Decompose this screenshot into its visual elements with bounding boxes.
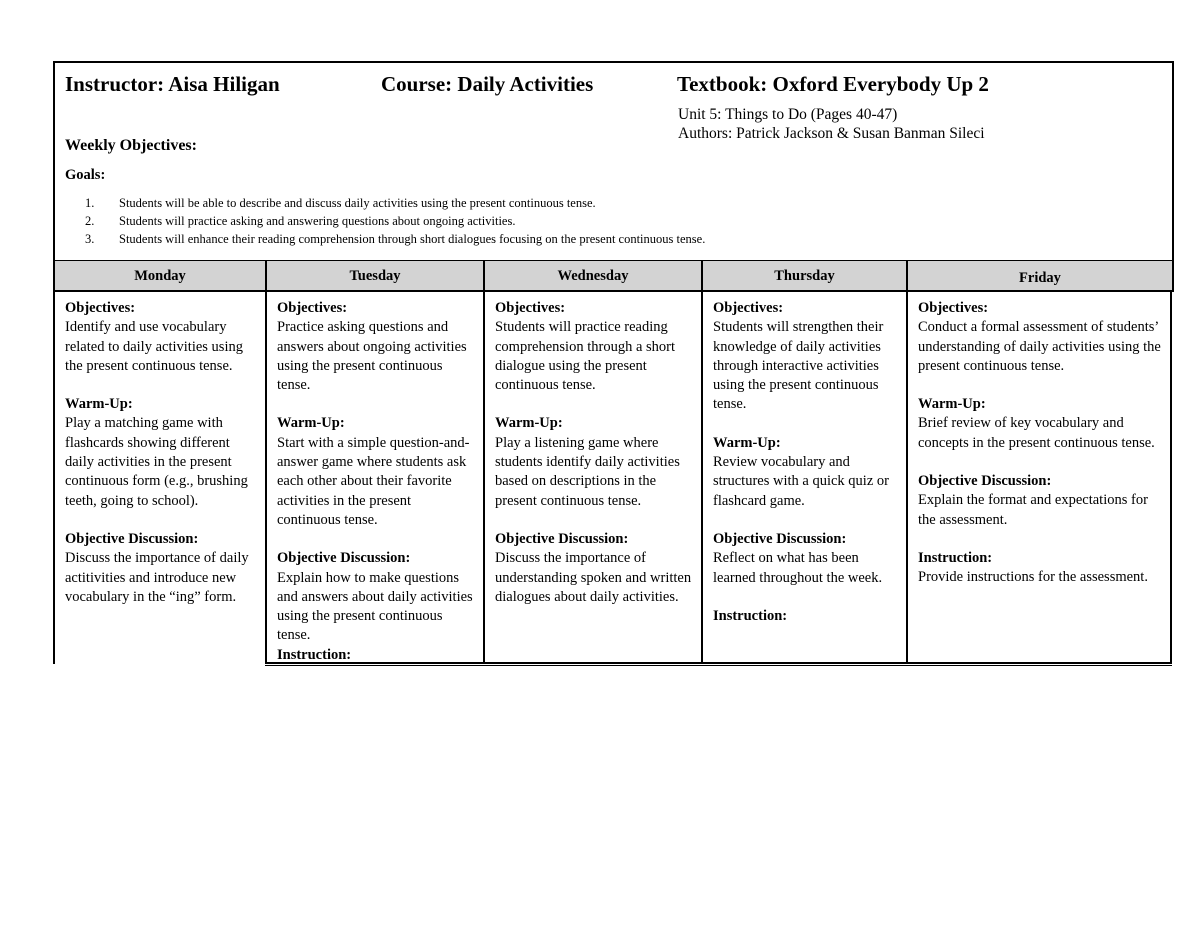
warmup-text: Brief review of key vocabulary and concepts in the present continuous tense. xyxy=(918,415,1155,451)
discussion-text: Discuss the importance of understanding spoken and written dialogues about daily activities. xyxy=(495,550,692,605)
instruction-text: Provide instructions for the assessment. xyxy=(918,569,1148,586)
days-content-row xyxy=(53,291,1172,664)
day-column-friday xyxy=(908,291,1172,664)
goal-item: 1. Students will be able to describe and discuss daily activities using the present continuous tense. xyxy=(85,196,596,210)
warmup-text: Start with a simple question-and-answer game where students ask each other about their favorite activities in the present continuous tense. xyxy=(277,434,470,528)
discussion-text: Explain how to make questions and answers about daily activities using the present continuous tense. xyxy=(277,569,473,644)
discussion-label: Objective Discussion: xyxy=(918,473,1052,490)
discussion-label: Objective Discussion: xyxy=(65,530,199,547)
day-header-friday: Friday xyxy=(1019,270,1061,286)
textbook-title: Textbook: Oxford Everybody Up 2 xyxy=(677,72,989,96)
discussion-label: Objective Discussion: xyxy=(495,530,629,547)
warmup-label: Warm-Up: xyxy=(495,415,563,432)
objectives-label: Objectives: xyxy=(713,300,784,316)
instruction-label: Instruction: xyxy=(713,607,788,624)
textbook-details xyxy=(678,105,985,143)
objectives-label: Objectives: xyxy=(65,300,136,316)
goal-item: 2. Students will practice asking and answering questions about ongoing activities. xyxy=(85,214,516,228)
day-header-monday: Monday xyxy=(55,261,267,290)
objectives-text: Identify and use vocabulary related to daily activities using the present continuous tense. xyxy=(65,319,243,374)
day-header-thursday: Thursday xyxy=(703,261,908,290)
discussion-label: Objective Discussion: xyxy=(277,550,411,567)
day-column-wednesday xyxy=(485,291,703,664)
warmup-text: Play a matching game with flashcards showing different daily activities in the present continuous form (e.g., brushing teeth, going to school). xyxy=(65,415,248,509)
warmup-label: Warm-Up: xyxy=(918,396,986,413)
warmup-text: Review vocabulary and structures with a quick quiz or flashcard game. xyxy=(713,454,889,509)
objectives-label: Objectives: xyxy=(495,300,566,316)
day-header-wednesday: Wednesday xyxy=(485,261,703,290)
days-header-row xyxy=(53,260,1174,292)
discussion-text: Reflect on what has been learned throughout the week. xyxy=(713,550,883,586)
warmup-label: Warm-Up: xyxy=(65,396,133,413)
day-column-monday xyxy=(53,291,267,664)
objectives-text: Students will practice reading comprehension through a short dialogue using the present continuous tense. xyxy=(495,319,676,394)
unit-info: Unit 5: Things to Do (Pages 40-47) xyxy=(678,106,898,123)
objectives-label: Objectives: xyxy=(918,300,989,316)
weekly-objectives-heading: Weekly Objectives: xyxy=(65,137,197,154)
day-column-tuesday xyxy=(267,291,485,664)
goals-heading: Goals: xyxy=(65,167,106,183)
warmup-label: Warm-Up: xyxy=(713,434,781,451)
table-bottom-border xyxy=(265,665,1172,666)
discussion-label: Objective Discussion: xyxy=(713,530,847,547)
day-column-thursday xyxy=(703,291,908,664)
day-header-tuesday: Tuesday xyxy=(267,261,485,290)
instructor-title: Instructor: Aisa Hiligan xyxy=(65,72,280,96)
goal-item: 3. Students will enhance their reading comprehension through short dialogues focusing on the present continuous tense. xyxy=(85,232,706,246)
instruction-label: Instruction: xyxy=(277,646,352,663)
lesson-header xyxy=(53,61,1174,262)
warmup-text: Play a listening game where students identify daily activities based on descriptions in the present continuous tense. xyxy=(495,434,680,509)
objectives-text: Practice asking questions and answers about ongoing activities using the present continuous tense. xyxy=(277,319,467,394)
objectives-text: Students will strengthen their knowledge of daily activities through interactive activities using the present continuous tense. xyxy=(713,319,884,413)
discussion-text: Explain the format and expectations for the assessment. xyxy=(918,492,1148,528)
course-title: Course: Daily Activities xyxy=(381,72,594,96)
authors-info: Authors: Patrick Jackson & Susan Banman Sileci xyxy=(678,125,985,142)
warmup-label: Warm-Up: xyxy=(277,415,345,432)
objectives-label: Objectives: xyxy=(277,300,348,316)
objectives-text: Conduct a formal assessment of students’ understanding of daily activities using the present continuous tense. xyxy=(918,319,1161,374)
instruction-label: Instruction: xyxy=(918,549,993,566)
discussion-text: Discuss the importance of daily actitivities and introduce new vocabulary in the “ing” form. xyxy=(65,550,249,605)
goals-list xyxy=(85,194,705,248)
